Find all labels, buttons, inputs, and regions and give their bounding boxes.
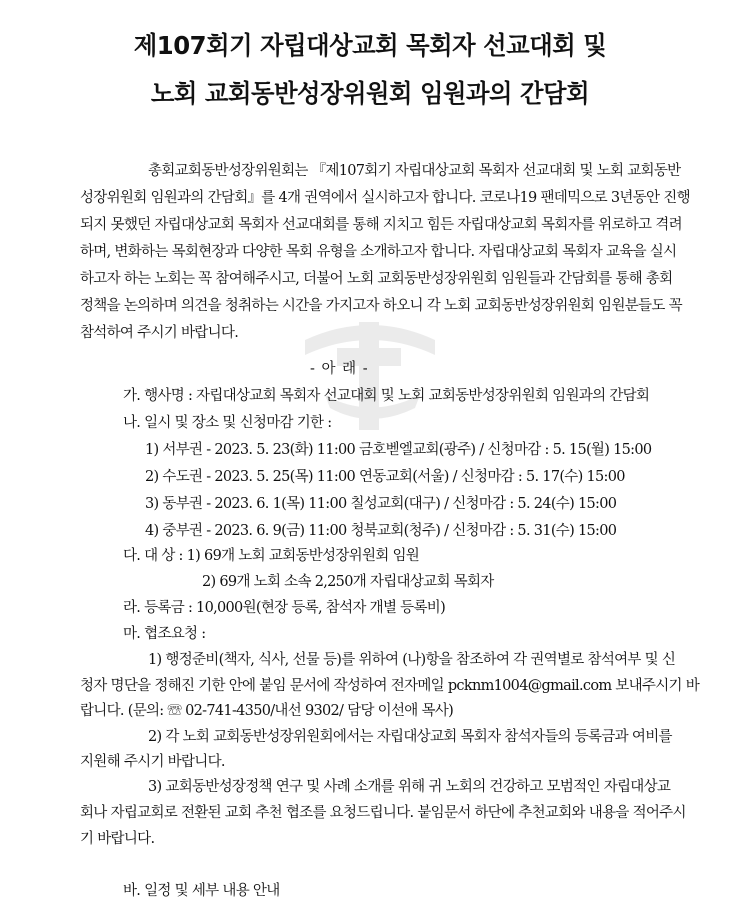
intro-line-3: 되지 못했던 자립대상교회 목회자 선교대회를 통해 지치고 힘든 자립대상교회 목회자를 위로하고 격려 [80, 217, 682, 233]
item-event-name: 가. 행사명 : 자립대상교회 목회자 선교대회 및 노회 교회동반성장위원회 임원과의 간담회 [123, 388, 650, 404]
intro-line-7: 참석하여 주시기 바랍니다. [80, 325, 239, 341]
intro-line-1: 총회교회동반성장위원회는 『제107회기 자립대상교회 목회자 선교대회 및 노회 교회동반 [148, 163, 681, 179]
document-title-line-2: 노회 교회동반성장위원회 임원과의 간담회 [150, 79, 590, 108]
cooperation-line-3: 랍니다. (문의: ☏ 02-741-4350/내선 9302/ 담당 이선애 목사) [80, 703, 454, 719]
document-title-line-1: 제107회기 자립대상교회 목회자 선교대회 및 [133, 31, 607, 60]
section-separator: - 아 래 - [310, 361, 369, 377]
schedule-west: 1) 서부권 - 2023. 5. 23(화) 11:00 금호벧엘교회(광주) / 신청마감 : 5. 15(월) 15:00 [145, 442, 652, 458]
schedule-capital: 2) 수도권 - 2023. 5. 25(목) 11:00 연동교회(서울) / 신청마감 : 5. 17(수) 15:00 [145, 469, 625, 485]
cooperation-line-7: 회나 자립교회로 전환된 교회 추천 협조를 요청드립니다. 붙임문서 하단에 추천교회와 내용을 적어주시 [80, 805, 686, 821]
item-cooperation-heading: 마. 협조요청 : [123, 626, 206, 642]
intro-line-2: 성장위원회 임원과의 간담회』를 4개 권역에서 실시하고자 합니다. 코로나19 팬데믹으로 3년동안 진행 [80, 190, 690, 206]
cooperation-line-5: 지원해 주시기 바랍니다. [80, 754, 225, 770]
item-target-1: 다. 대 상 : 1) 69개 노회 교회동반성장위원회 임원 [123, 548, 420, 564]
schedule-east: 3) 동부권 - 2023. 6. 1(목) 11:00 칠성교회(대구) / 신청마감 : 5. 24(수) 15:00 [145, 496, 617, 512]
item-registration-fee: 라. 등록금 : 10,000원(현장 등록, 참석자 개별 등록비) [123, 600, 446, 616]
intro-line-6: 정책을 논의하며 의견을 청취하는 시간을 가지고자 하오니 각 노회 교회동반성장위원회 임원분들도 꼭 [80, 298, 682, 314]
intro-line-4: 하며, 변화하는 목회현장과 다양한 목회 유형을 소개하고자 합니다. 자립대상교회 목회자 교육을 실시 [80, 244, 677, 260]
cooperation-line-8: 기 바랍니다. [80, 831, 155, 847]
cooperation-line-1: 1) 행정준비(책자, 식사, 선물 등)를 위하여 (나)항을 참조하여 각 권역별로 참석여부 및 신 [148, 652, 676, 668]
item-target-2: 2) 69개 노회 소속 2,250개 자립대상교회 목회자 [202, 574, 494, 590]
item-schedule-details: 바. 일정 및 세부 내용 안내 [123, 883, 280, 899]
cooperation-line-2: 청자 명단을 정해진 기한 안에 붙임 문서에 작성하여 전자메일 pcknm1004@gmail.com 보내주시기 바 [80, 678, 700, 694]
cooperation-line-6: 3) 교회동반성장정책 연구 및 사례 소개를 위해 귀 노회의 건강하고 모범적인 자립대상교 [148, 779, 671, 795]
schedule-central: 4) 중부권 - 2023. 6. 9(금) 11:00 청북교회(청주) / 신청마감 : 5. 31(수) 15:00 [145, 523, 617, 539]
cooperation-line-4: 2) 각 노회 교회동반성장위원회에서는 자립대상교회 목회자 참석자들의 등록금과 여비를 [148, 729, 672, 745]
item-schedule-heading: 나. 일시 및 장소 및 신청마감 기한 : [123, 415, 332, 431]
intro-line-5: 하고자 하는 노회는 꼭 참여해주시고, 더불어 노회 교회동반성장위원회 임원들과 간담회를 통해 총회 [80, 271, 673, 287]
